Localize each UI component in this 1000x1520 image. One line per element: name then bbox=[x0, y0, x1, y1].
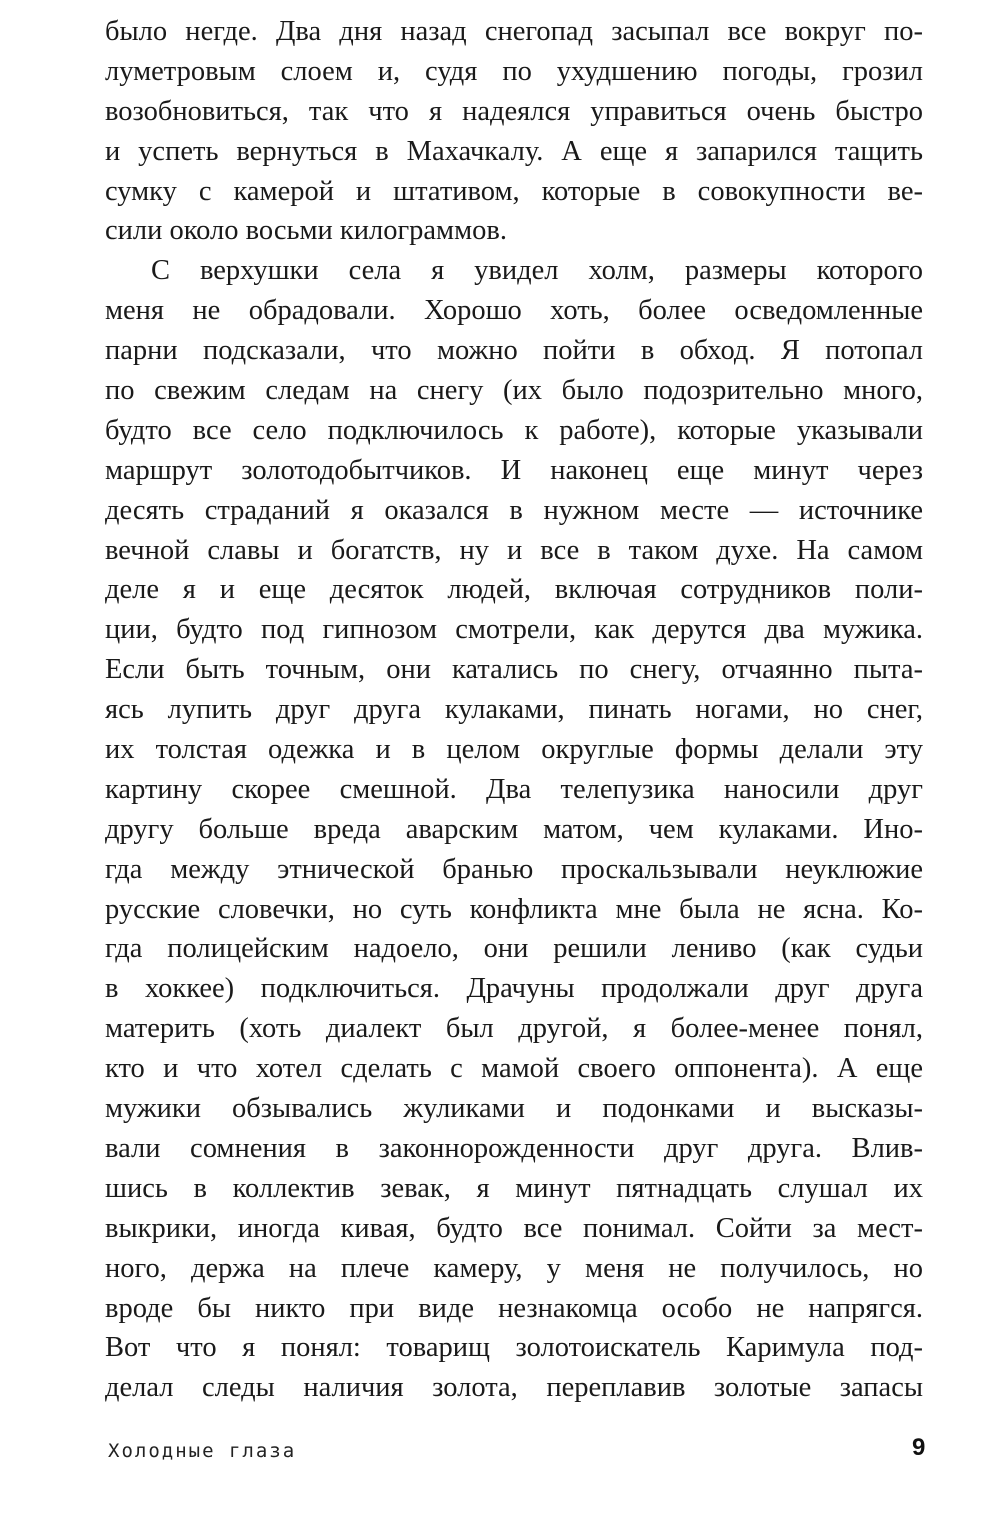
text-line: десять страданий я оказался в нужном месте — источнике bbox=[105, 494, 923, 526]
text-line: и успеть вернуться в Махачкалу. А еще я запарился тащить bbox=[105, 135, 923, 167]
text-line: сумку с камерой и штативом, которые в совокупности ве- bbox=[105, 175, 923, 207]
text-line: гда между этнической бранью проскальзывали неуклюжие bbox=[105, 853, 923, 885]
text-line: вроде бы никто при виде незнакомца особо не напрягся. bbox=[105, 1292, 923, 1324]
page-number: 9 bbox=[912, 1434, 926, 1461]
text-line: маршрут золотодобытчиков. И наконец еще минут через bbox=[105, 454, 923, 486]
text-line: луметровым слоем и, судя по ухудшению погоды, грозил bbox=[105, 55, 923, 87]
text-line: было негде. Два дня назад снегопад засыпал все вокруг по- bbox=[105, 16, 923, 47]
text-line: парни подсказали, что можно пойти в обход. Я потопал bbox=[105, 335, 923, 367]
text-line: материть (хоть диалект был другой, я более-менее понял, bbox=[105, 1013, 923, 1045]
text-line: ного, держа на плече камеру, у меня не получилось, но bbox=[105, 1252, 923, 1284]
paragraph bbox=[105, 12, 923, 251]
text-line: С верхушки села я увидел холм, размеры которого bbox=[151, 255, 923, 287]
text-line: ции, будто под гипнозом смотрели, как дерутся два мужика. bbox=[105, 614, 923, 646]
text-line: шись в коллектив зевак, я минут пятнадцать слушал их bbox=[105, 1172, 923, 1204]
text-line: картину скорее смешной. Два телепузика наносили друг bbox=[105, 773, 923, 805]
text-line: ясь лупить друг друга кулаками, пинать ногами, но снег, bbox=[105, 694, 923, 726]
running-footer-title: Холодные глаза bbox=[108, 1440, 297, 1462]
text-line: выкрики, иногда кивая, будто все понимал. Сойти за мест- bbox=[105, 1212, 923, 1244]
text-line: возобновиться, так что я надеялся управиться очень быстро bbox=[105, 95, 923, 127]
paragraph bbox=[105, 251, 923, 1408]
text-line: Вот что я понял: товарищ золотоискатель Каримула под- bbox=[105, 1332, 923, 1364]
text-line: деле я и еще десяток людей, включая сотрудников поли- bbox=[105, 574, 923, 606]
text-line: вали сомнения в законнорожденности друг друга. Влив- bbox=[105, 1132, 923, 1164]
text-line: их толстая одежка и в целом округлые формы делали эту bbox=[105, 734, 923, 766]
page-body-text bbox=[105, 12, 923, 1408]
text-line: вечной славы и богатств, ну и все в таком духе. На самом bbox=[105, 534, 923, 566]
text-line: Если быть точным, они катались по снегу, отчаянно пыта- bbox=[105, 654, 923, 686]
text-line: в хоккее) подключиться. Драчуны продолжали друг друга bbox=[105, 973, 923, 1005]
text-line: мужики обзывались жуликами и подонками и высказы- bbox=[105, 1093, 923, 1125]
text-line: по свежим следам на снегу (их было подозрительно много, bbox=[105, 375, 923, 407]
text-line: будто все село подключилось к работе), которые указывали bbox=[105, 414, 923, 446]
text-line: гда полицейским надоело, они решили лениво (как судьи bbox=[105, 933, 923, 965]
text-line: кто и что хотел сделать с мамой своего оппонента). А еще bbox=[105, 1053, 923, 1085]
text-line: русские словечки, но суть конфликта мне была не ясна. Ко- bbox=[105, 893, 923, 925]
text-line: меня не обрадовали. Хорошо хоть, более осведомленные bbox=[105, 295, 923, 327]
text-line: другу больше вреда аварским матом, чем кулаками. Ино- bbox=[105, 813, 923, 845]
text-line: делал следы наличия золота, переплавив золотые запасы bbox=[105, 1372, 923, 1404]
text-line: сили около восьми килограммов. bbox=[105, 215, 507, 247]
